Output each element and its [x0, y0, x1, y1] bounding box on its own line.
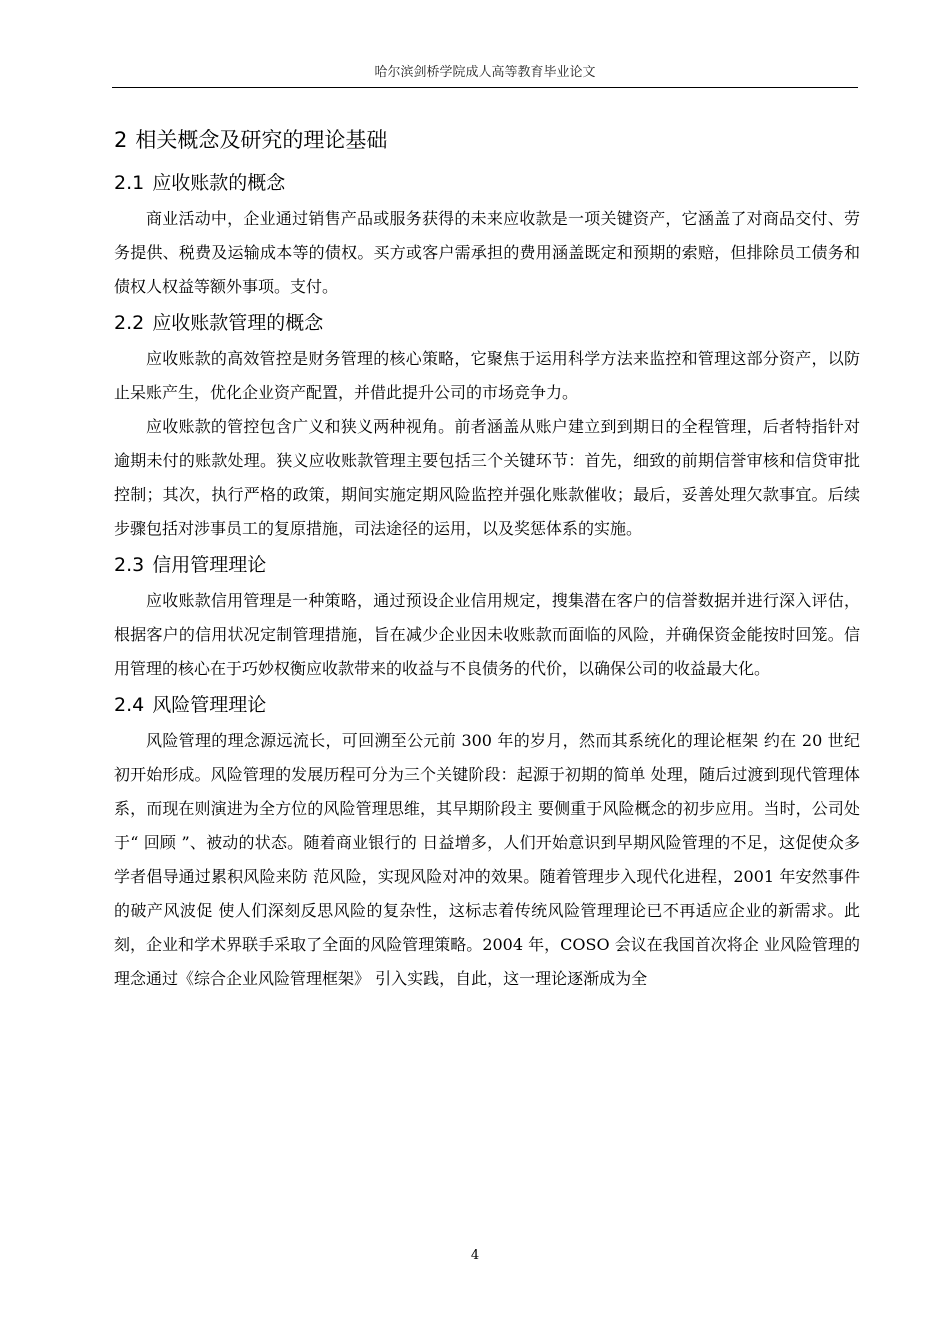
paragraph: 风险管理的理念源远流长，可回溯至公元前 300 年的岁月，然而其系统化的理论框架 约在 20 世纪初开始形成。风险管理的发展历程可分为三个关键阶段：起源于初期的简单 处理，随后过渡到现代管理体系，而现在则演进为全方位的风险管理思维，其早期阶段主 要侧重于风险概念的初步应用。当时，公司处于“ 回顾 ”、被动的状态。随着商业银行的 日益增多，人们开始意识到早期风险管理的不足，这促使众多学者倡导通过累积风险来防 范风险，实现风险对冲的效果。随着管理步入现代化进程，2001 年安然事件的破产风波促 使人们深刻反思风险的复杂性，这标志着传统风险管理理论已不再适应企业的新需求。此 刻，企业和学术界联手采取了全面的风险管理策略。2004 年，COSO 会议在我国首次将企 业风险管理的理念通过《综合企业风险管理框架》 引入实践，自此，这一理论逐渐成为全 [114, 731, 860, 988]
section-heading-2-2 [114, 304, 860, 342]
chapter-title: 相关概念及研究的理论基础 [135, 128, 388, 152]
chapter-number: 2 [114, 128, 128, 152]
page-number: 4 [470, 1248, 480, 1263]
paragraph: 商业活动中，企业通过销售产品或服务获得的未来应收款是一项关键资产，它涵盖了对商品交付、劳务提供、税费及运输成本等的债权。买方或客户需承担的费用涵盖既定和预期的索赔，但排除员工债务和债权人权益等额外事项。支付。 [114, 209, 860, 296]
section-heading-2-1 [114, 164, 860, 202]
section-heading-2-4 [114, 686, 860, 724]
section-heading-2-3 [114, 546, 860, 584]
section-number: 2.4 [114, 694, 145, 716]
chapter-heading [114, 120, 860, 160]
running-header: 哈尔滨剑桥学院成人高等教育毕业论文 [374, 65, 596, 80]
section-number: 2.1 [114, 172, 145, 194]
paragraph: 应收账款的管控包含广义和狭义两种视角。前者涵盖从账户建立到到期日的全程管理，后者特指针对逾期未付的账款处理。狭义应收账款管理主要包括三个关键环节：首先，细致的前期信誉审核和信贷审批控制；其次，执行严格的政策，期间实施定期风险监控并强化账款催收；最后，妥善处理欠款事宜。后续步骤包括对涉事员工的复原措施，司法途径的运用，以及奖惩体系的实施。 [114, 417, 860, 538]
section-title: 应收账款的概念 [152, 172, 286, 194]
paragraph: 应收账款信用管理是一种策略，通过预设企业信用规定，搜集潜在客户的信誉数据并进行深入评估，根据客户的信用状况定制管理措施，旨在减少企业因未收账款而面临的风险，并确保资金能按时回笼。信用管理的核心在于巧妙权衡应收款带来的收益与不良债务的代价，以确保公司的收益最大化。 [114, 591, 860, 678]
paragraph: 应收账款的高效管控是财务管理的核心策略，它聚焦于运用科学方法来监控和管理这部分资产，以防止呆账产生，优化企业资产配置，并借此提升公司的市场竞争力。 [114, 349, 860, 402]
page-content [114, 120, 860, 996]
section-title: 应收账款管理的概念 [152, 312, 324, 334]
section-title: 风险管理理论 [152, 694, 267, 716]
section-number: 2.2 [114, 312, 145, 334]
section-number: 2.3 [114, 554, 145, 576]
section-title: 信用管理理论 [152, 554, 267, 576]
header-rule [112, 87, 858, 88]
